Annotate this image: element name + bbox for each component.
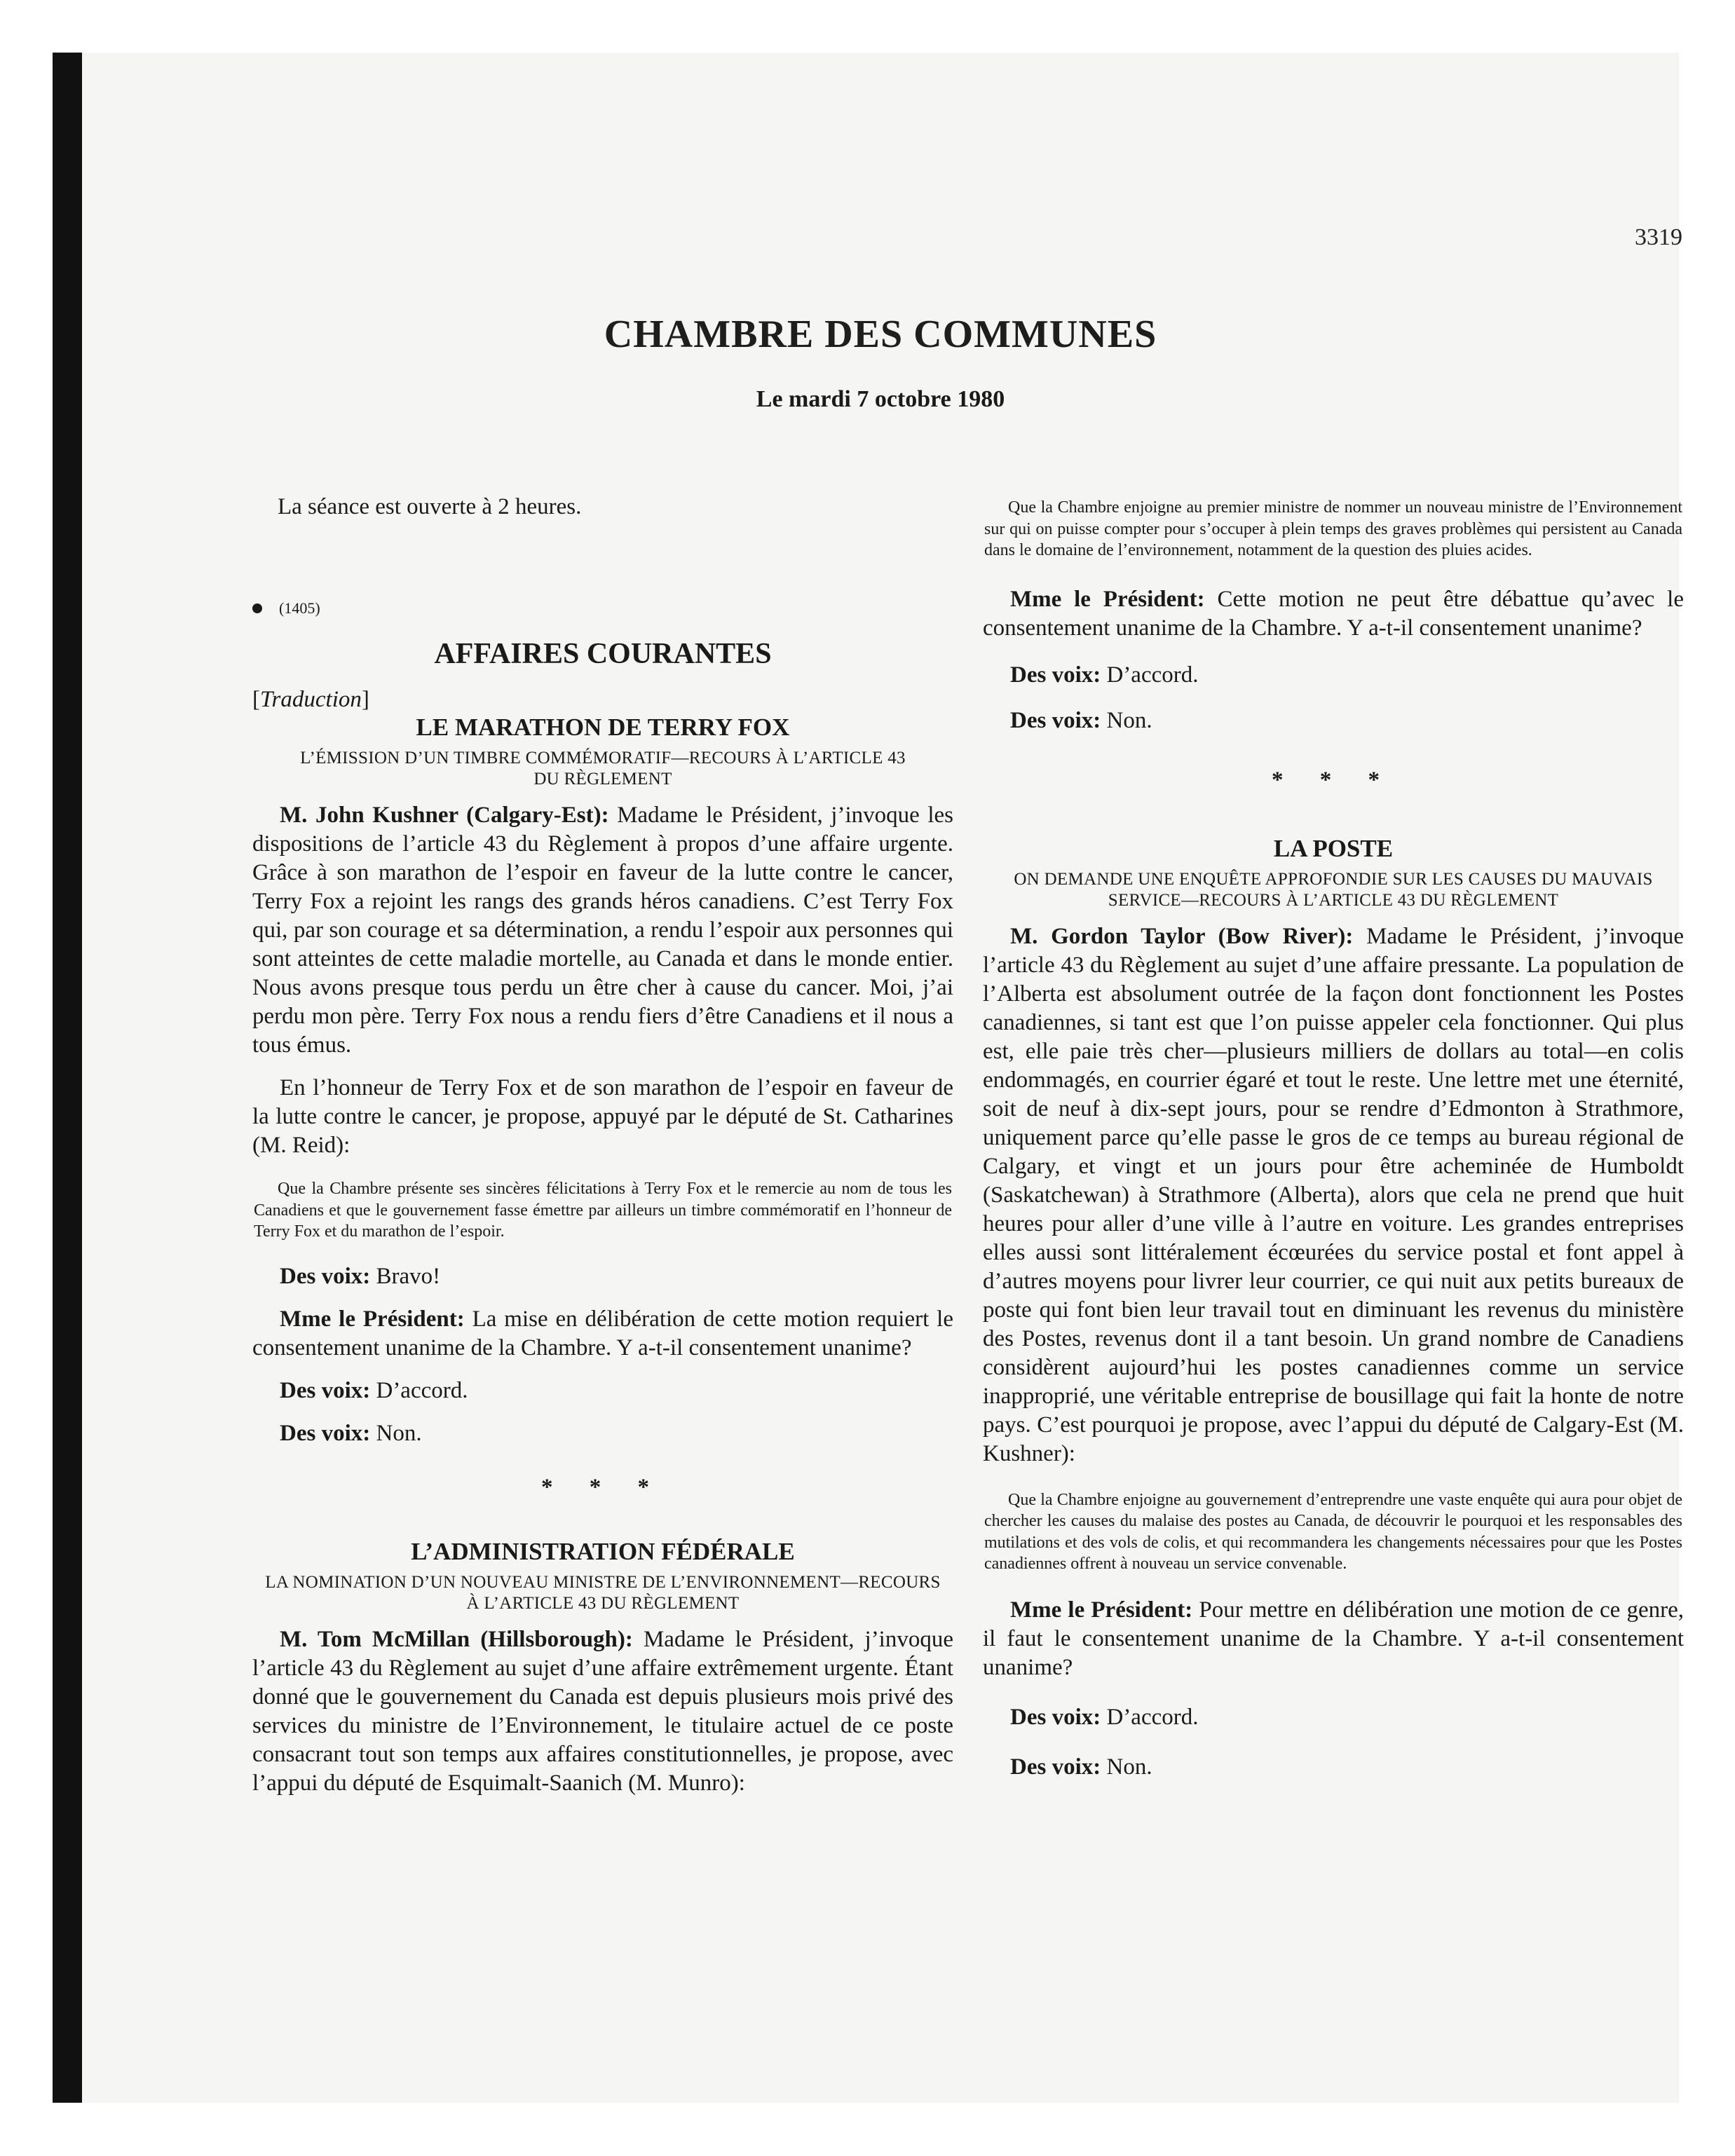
interjection-daccord-3 [983,1703,1684,1732]
president-statement-1-text: La mise en délibération de cette motion requiert le consentement unanime de la Chambre. Y a-t-il consentement unanime? [252,1306,953,1360]
speaker-voices: Des voix: [1010,662,1101,688]
speech-mcmillan-text: Madame le Président, j’invoque l’article 43 du Règlement au sujet d’une affaire extrêmement urgente. Étant donné que le gouvernement du Canada est depuis plusieurs mois privé des services du ministre de l’Environnement, le titulaire actuel de ce poste consacrant tout son temps aux affaires constitutionnelles, je propose, avec l’appui du député de Esquimalt-Saanich (M. Munro): [252,1626,953,1796]
page-title: CHAMBRE DES COMMUNES [604,313,1157,356]
translation-tag-label: Traduction [260,687,362,712]
speech-taylor [983,922,1684,1468]
speech-kushner-proposal: En l’honneur de Terry Fox et de son marathon de l’espoir en faveur de la lutte contre le cancer, je propose, appuyé par le député de St. Catharines (M. Reid): [252,1075,953,1158]
subheading-enquete-poste: ON DEMANDE UNE ENQUÊTE APPROFONDIE SUR LES CAUSES DU MAUVAIS SERVICE—RECOURS À L’ARTICLE 43 DU RÈGLEMENT [1014,869,1653,910]
interjection-non-1-text: Non. [376,1420,422,1446]
right-column [983,473,1684,1782]
interjection-non-2-text: Non. [1106,707,1152,733]
interjection-non-2 [983,707,1684,735]
speaker-kushner: M. John Kushner (Calgary-Est): [280,803,609,828]
bullet-icon [252,603,262,613]
interjection-non-1 [252,1419,953,1448]
speech-kushner-text: Madame le Président, j’invoque les dispositions de l’article 43 du Règlement à propos d’une affaire urgente. Grâce à son marathon de l’espoir en faveur de la lutte contre le cancer, Terry Fox a rejoint les rangs des grands héros canadiens. C’est Terry Fox qui, par son courage et sa détermination, a rendu l’espoir aux personnes qui sont atteintes de cette maladie mortelle, au Canada et dans le monde entier. Nous avons presque tous perdu un être cher à cause du cancer. Moi, j’ai perdu mon père. Terry Fox nous a rendu fiers d’être Canadiens et il nous a tous émus. [252,803,954,1058]
interjection-daccord-1-text: D’accord. [376,1377,468,1403]
speaker-president: Mme le Président: [1010,586,1205,612]
speaker-mcmillan: M. Tom McMillan (Hillsborough): [280,1626,633,1652]
interjection-bravo [252,1262,953,1291]
speech-mcmillan [252,1625,953,1798]
time-marker [252,594,953,622]
sitting-opening: La séance est ouverte à 2 heures. [278,494,582,519]
section-separator: * * * [1272,767,1395,793]
speaker-voices: Des voix: [1010,707,1101,733]
president-statement-3 [983,1596,1684,1682]
interjection-daccord-2 [983,661,1684,690]
heading-terry-fox: LE MARATHON DE TERRY FOX [416,714,790,741]
heading-la-poste: LA POSTE [1273,834,1394,862]
interjection-daccord-3-text: D’accord. [1106,1704,1199,1730]
scan-binding-edge [53,53,82,2103]
subheading-ministre-environnement: LA NOMINATION D’UN NOUVEAU MINISTRE DE L’ENVIRONNEMENT—RECOURS À L’ARTICLE 43 DU RÈGLEMENT [265,1572,941,1613]
motion-poste: Que la Chambre enjoigne au gouvernement d’entreprendre une vaste enquête qui aura pour objet de chercher les causes du malaise des postes au Canada, de découvrir le pourquoi et les responsables des mutilations et des vols de colis, et qui recommandera les changements nécessaires pour que les Postes canadiennes offrent à nouveau un service convenable. [984,1490,1682,1573]
translation-tag: [Traduction] [252,687,369,712]
heading-administration-federale: L’ADMINISTRATION FÉDÉRALE [411,1537,795,1565]
president-statement-3-text: Pour mettre en délibération une motion de ce genre, il faut le consentement unanime de la Chambre. Y a-t-il consentement unanime? [983,1597,1684,1680]
interjection-daccord-1 [252,1377,953,1405]
speaker-voices: Des voix: [280,1377,371,1403]
interjection-bravo-text: Bravo! [376,1263,441,1289]
subheading-timbre: L’ÉMISSION D’UN TIMBRE COMMÉMORATIF—RECOURS À L’ARTICLE 43 DU RÈGLEMENT [300,749,906,789]
document-page [82,53,1684,2103]
speech-kushner [252,801,953,1060]
interjection-daccord-2-text: D’accord. [1106,662,1199,688]
speaker-voices: Des voix: [280,1420,371,1446]
motion-environnement: Que la Chambre enjoigne au premier ministre de nommer un nouveau ministre de l’Environnement sur qui on puisse compter pour s’occuper à plein temps des graves problèmes qui persistent au Canada dans le domaine de l’environnement, notamment de la question des pluies acides. [984,498,1682,559]
speaker-president: Mme le Président: [280,1306,465,1332]
interjection-non-3-text: Non. [1106,1754,1152,1780]
speaker-voices: Des voix: [1010,1704,1101,1730]
interjection-non-3 [983,1753,1684,1782]
speaker-voices: Des voix: [1010,1754,1101,1780]
time-marker-label: (1405) [279,599,320,617]
section-title-affaires-courantes: AFFAIRES COURANTES [434,638,772,670]
president-statement-2 [983,585,1684,643]
section-separator: * * * [541,1474,665,1500]
speaker-president: Mme le Président: [1010,1597,1193,1623]
president-statement-2-text: Cette motion ne peut être débattue qu’avec le consentement unanime de la Chambre. Y a-t-il consentement unanime? [983,586,1684,641]
motion-terry-fox: Que la Chambre présente ses sincères félicitations à Terry Fox et le remercie au nom de tous les Canadiens et que le gouvernement fasse émettre par ailleurs un timbre commémoratif en l’honneur de Terry Fox et du marathon de l’espoir. [254,1180,952,1241]
left-column [252,473,953,1798]
speaker-voices: Des voix: [280,1263,371,1289]
sitting-date: Le mardi 7 octobre 1980 [756,386,1005,412]
speech-taylor-text: Madame le Président, j’invoque l’article 43 du Règlement au sujet d’une affaire pressante. La population de l’Alberta est absolument outrée de la façon dont fonctionnent les Postes canadiennes, si tant est que l’on puisse appeler cela fonctionner. Qui plus est, elle paie très cher—plusieurs milliers de dollars au total—en colis endommagés, en courrier égaré et tout le reste. Une lettre met une éternité, soit de neuf à dix-sept jours, pour se rendre d’Edmonton à Strathmore, uniquement parce qu’elle passe le gros de ce temps au bureau régional de Calgary, et vingt et un jours pour être acheminée de Humboldt (Saskatchewan) à Strathmore (Alberta), alors que cela ne prend que huit heures pour aller d’une ville à l’autre en voiture. Les grandes entreprises elles aussi sont littéralement écœurées du service postal et font appel à d’autres moyens pour livrer leur courrier, ce qui nuit aux petits bureaux de poste qui font bien leur travail tout en diminuant les revenus du ministère des Postes, revenus dont il a tant besoin. Un grand nombre de Canadiens considèrent aujourd’hui les postes canadiennes comme un service inapproprié, une véritable entreprise de bousillage qui fait la honte de notre pays. C’est pourquoi je propose, avec l’appui du député de Calgary-Est (M. Kushner): [983,923,1684,1466]
speaker-taylor: M. Gordon Taylor (Bow River): [1010,923,1354,949]
president-statement-1 [252,1305,953,1363]
page-number: 3319 [1635,224,1682,250]
